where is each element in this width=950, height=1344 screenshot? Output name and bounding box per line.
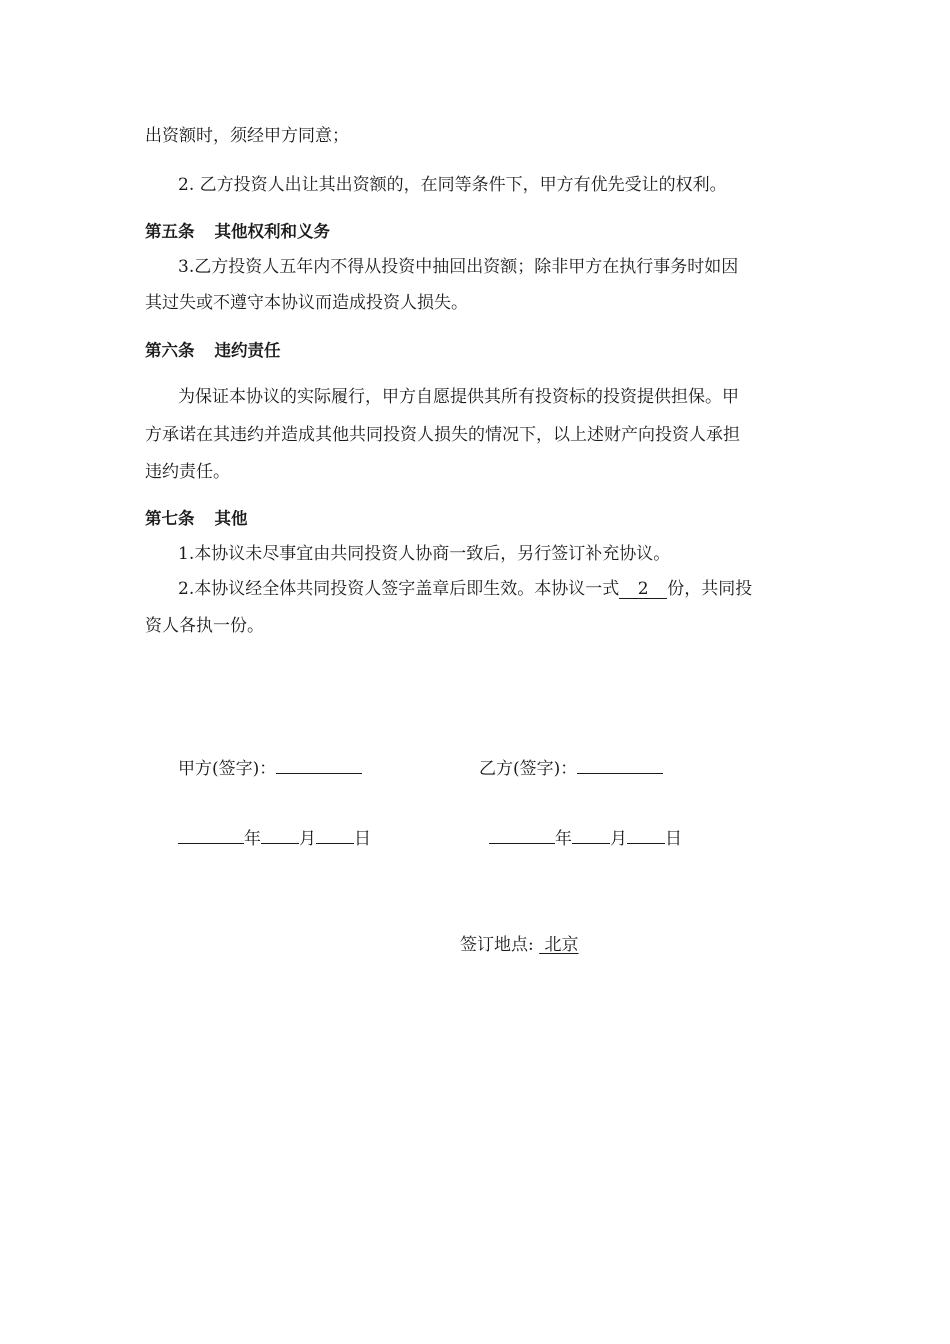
year-label: 年	[244, 829, 261, 849]
article-5-heading	[145, 220, 330, 244]
signing-place-value: 北京	[544, 935, 579, 955]
signing-place-label: 签订地点:	[460, 935, 534, 955]
article-7-item-2-text: 2.本协议经全体共同投资人签字盖章后即生效。本协议一式	[178, 579, 620, 599]
article-7-item-2-line-1	[178, 577, 752, 601]
paragraph-continued: 出资额时，须经甲方同意；	[145, 126, 349, 146]
article-4-item-2: 2. 乙方投资人出让其出资额的，在同等条件下，甲方有优先受让的权利。	[178, 175, 727, 195]
article-7-item-2-line-2: 资人各执一份。	[145, 616, 264, 636]
party-a-month-blank[interactable]	[261, 826, 299, 844]
article-7-item-1: 1.本协议未尽事宜由共同投资人协商一致后，另行签订补充协议。	[178, 544, 671, 564]
day-label: 日	[354, 829, 371, 849]
party-a-date	[178, 826, 371, 851]
article-5-number: 第五条	[145, 222, 195, 241]
party-b-signature-blank[interactable]	[577, 756, 663, 774]
year-label: 年	[555, 829, 572, 849]
article-5-item-3-line-1: 3.乙方投资人五年内不得从投资中抽回出资额；除非甲方在执行事务时如因	[178, 257, 739, 277]
article-7-title: 其他	[214, 509, 248, 528]
party-b-year-blank[interactable]	[489, 826, 555, 844]
party-b-label: 乙方(签字)：	[479, 759, 578, 779]
party-a-year-blank[interactable]	[178, 826, 244, 844]
article-7-heading	[145, 507, 248, 531]
party-a-signature	[178, 756, 362, 781]
party-a-label: 甲方(签字)：	[178, 759, 277, 779]
article-6-paragraph-line-1: 为保证本协议的实际履行，甲方自愿提供其所有投资标的投资提供担保。甲	[178, 387, 739, 407]
signing-place	[460, 933, 579, 957]
party-b-day-blank[interactable]	[627, 826, 665, 844]
article-7-number: 第七条	[145, 509, 195, 528]
article-7-item-2-text-after: 份，共同投	[667, 579, 753, 599]
article-5-item-3-line-2: 其过失或不遵守本协议而造成投资人损失。	[145, 293, 468, 313]
month-label: 月	[299, 829, 316, 849]
party-b-signature	[479, 756, 663, 781]
article-6-heading	[145, 339, 281, 363]
party-a-signature-blank[interactable]	[276, 756, 362, 774]
day-label: 日	[665, 829, 682, 849]
article-6-number: 第六条	[145, 341, 195, 360]
party-b-date	[489, 826, 682, 851]
month-label: 月	[610, 829, 627, 849]
party-b-month-blank[interactable]	[572, 826, 610, 844]
article-5-title: 其他权利和义务	[214, 222, 330, 241]
party-a-day-blank[interactable]	[316, 826, 354, 844]
article-6-title: 违约责任	[214, 341, 281, 360]
article-6-paragraph-line-3: 违约责任。	[145, 462, 230, 482]
article-6-paragraph-line-2: 方承诺在其违约并造成其他共同投资人损失的情况下，以上述财产向投资人承担	[145, 425, 740, 445]
copies-count: 2	[619, 580, 667, 599]
